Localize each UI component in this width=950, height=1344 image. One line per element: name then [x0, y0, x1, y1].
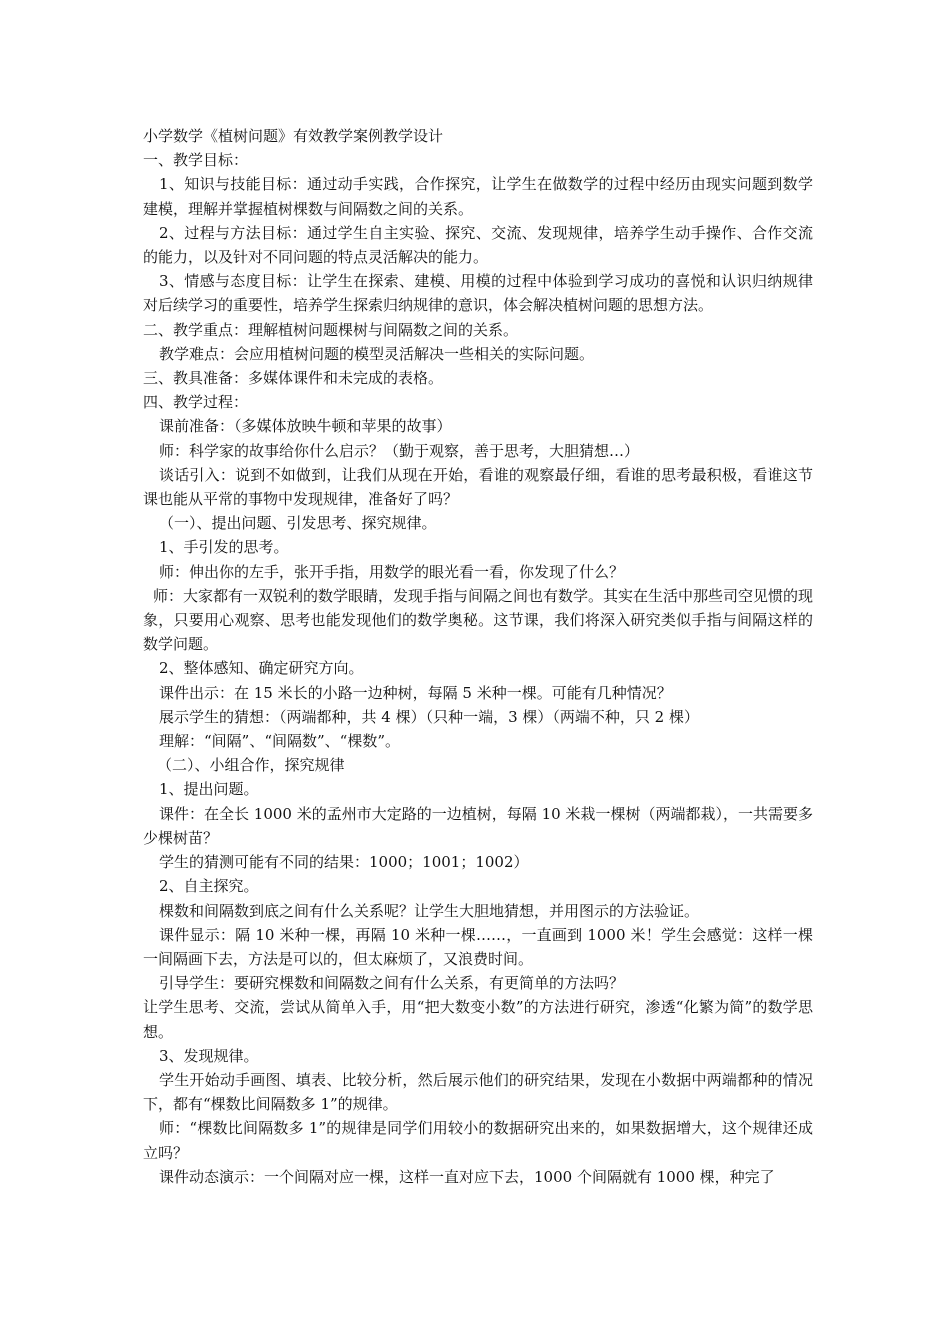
paragraph-student-guesses: 展示学生的猜想：（两端都种，共 4 棵）（只种一端，3 棵）（两端不种，只 2 棵）	[159, 707, 699, 726]
step-overall-perception: 2、整体感知、确定研究方向。	[159, 659, 364, 678]
paragraph-understanding: 理解：“间隔”、“间隔数”、“棵数”。	[159, 732, 401, 751]
paragraph-courseware-display: 课件显示：隔 10 米种一棵，再隔 10 米种一棵……，一直画到 1000 米！学生会感觉：这样一棵一间隔画下去，方法是可以的，但太麻烦了，又浪费时间。	[143, 925, 813, 968]
paragraph-attitude-goal: 3、情感与态度目标：让学生在探索、建模、用模的过程中体验到学习成功的喜悦和认识归纳规律对后续学习的重要性，培养学生探索归纳规律的意识，体会解决植树问题的思想方法。	[143, 272, 813, 315]
paragraph-courseware-animation: 课件动态演示：一个间隔对应一棵，这样一直对应下去，1000 个间隔就有 1000 棵，种完了	[159, 1167, 775, 1186]
paragraph-process-goal: 2、过程与方法目标：通过学生自主实验、探究、交流、发现规律，培养学生动手操作、合作交流的能力，以及针对不同问题的特点灵活解决的能力。	[143, 223, 813, 267]
section-heading-process: 四、教学过程：	[143, 393, 249, 412]
step-ask-question: 1、提出问题。	[159, 780, 259, 799]
document-body	[143, 124, 813, 1189]
paragraph-guide-students: 引导学生：要研究棵数和间隔数之间有什么关系，有更简单的方法吗？	[159, 974, 625, 993]
paragraph-teacher-question: 师：科学家的故事给你什么启示？（勤于观察，善于思考，大胆猜想…）	[159, 441, 640, 460]
paragraph-preparation: 课前准备：（多媒体放映牛顿和苹果的故事）	[159, 417, 452, 436]
paragraph-courseware-problem: 课件：在全长 1000 米的孟州市大定路的一边植树，每隔 10 米栽一棵树（两端都栽），一共需要多少棵树苗？	[143, 804, 813, 847]
paragraph-introduction: 谈话引入：说到不如做到，让我们从现在开始，看谁的观察最仔细，看谁的思考最积极，看谁这节课也能从平常的事物中发现规律，准备好了吗？	[143, 465, 813, 509]
paragraph-teacher-rule: 师：“棵数比间隔数多 1”的规律是同学们用较小的数据研究出来的，如果数据增大，这个规律还成立吗？	[143, 1119, 813, 1162]
document-title: 小学数学《植树问题》有效教学案例教学设计	[143, 127, 444, 145]
paragraph-students-think: 让学生思考、交流，尝试从简单入手，用“把大数变小数”的方法进行研究，渗透“化繁为简”的数学思想。	[143, 998, 813, 1041]
paragraph-student-guess-results: 学生的猜测可能有不同的结果：1000；1001；1002）	[159, 853, 529, 872]
paragraph-students-draw: 学生开始动手画图、填表、比较分析，然后展示他们的研究结果，发现在小数据中两端都种的情况下，都有“棵数比间隔数多 1”的规律。	[143, 1070, 813, 1114]
section-heading-materials: 三、教具准备：多媒体课件和未完成的表格。	[143, 369, 444, 388]
paragraph-knowledge-goal: 1、知识与技能目标：通过动手实践，合作探究，让学生在做数学的过程中经历由现实问题到数学建模，理解并掌握植树棵数与间隔数之间的关系。	[143, 175, 813, 218]
paragraph-difficulty: 教学难点：会应用植树问题的模型灵活解决一些相关的实际问题。	[159, 344, 595, 363]
paragraph-relationship: 棵数和间隔数到底之间有什么关系呢？让学生大胆地猜想，并用图示的方法验证。	[159, 901, 700, 920]
section-heading-objectives: 一、教学目标：	[143, 151, 249, 170]
paragraph-courseware-show: 课件出示：在 15 米长的小路一边种树，每隔 5 米种一棵。可能有几种情况？	[159, 683, 672, 702]
subsection-heading-two: （二）、小组合作，探究规律	[157, 756, 345, 775]
section-heading-key-points: 二、教学重点：理解植树问题棵树与间隔数之间的关系。	[143, 320, 519, 339]
subsection-heading-one: （一）、提出问题、引发思考、探究规律。	[159, 514, 437, 533]
step-self-explore: 2、自主探究。	[159, 877, 259, 896]
step-hand-thinking: 1、手引发的思考。	[159, 538, 289, 557]
paragraph-teacher-hand: 师：伸出你的左手，张开手指，用数学的眼光看一看，你发现了什么？	[159, 562, 625, 581]
paragraph-teacher-explanation: 师：大家都有一双锐利的数学眼睛，发现手指与间隔之间也有数学。其实在生活中那些司空见惯的现象，只要用心观察、思考也能发现他们的数学奥秘。这节课，我们将深入研究类似手指与间隔这样的数学问题。	[143, 586, 814, 654]
step-find-rule: 3、发现规律。	[159, 1046, 259, 1065]
